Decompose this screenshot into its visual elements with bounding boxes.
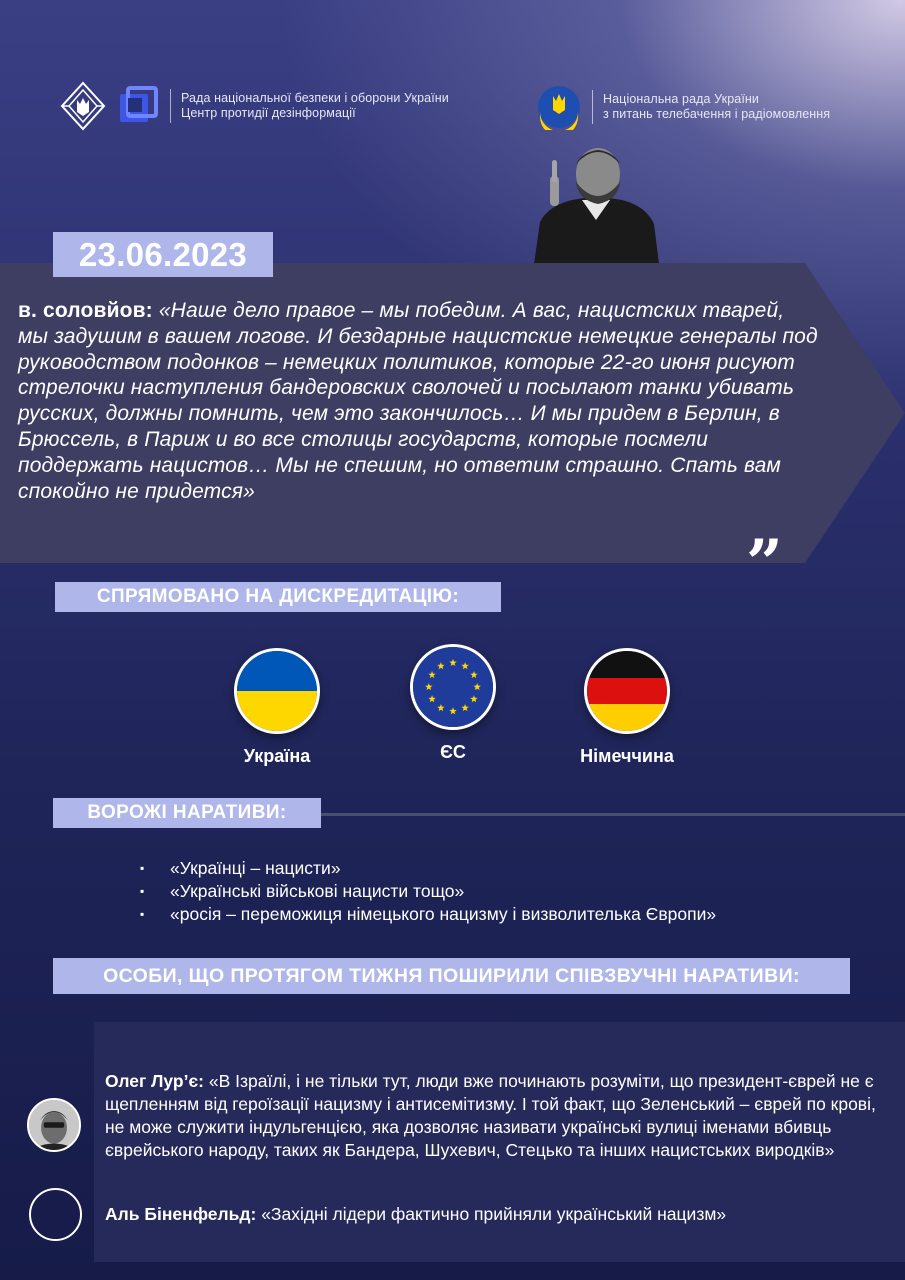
target-label-eu: ЄС <box>440 742 466 762</box>
nsdc-emblem-icon <box>58 81 108 131</box>
narrative-item: ▪ «росія – переможиця німецького нацизму і визволителька Європи» <box>140 903 716 926</box>
ukraine-flag-icon <box>234 648 320 734</box>
person-quote: «Західні лідери фактично прийняли український нацизм» <box>256 1204 727 1224</box>
national-council-caption <box>603 92 830 122</box>
cpd-name: Центр протидії дезінформації <box>181 106 356 120</box>
quote-speaker: в. соловйов: <box>18 299 153 322</box>
target-eu <box>393 644 513 763</box>
person-statement <box>105 1070 900 1162</box>
germany-flag-icon <box>584 648 670 734</box>
target-label-germany: Німеччина <box>580 746 674 766</box>
quote-block <box>18 298 818 504</box>
discredit-heading: СПРЯМОВАНО НА ДИСКРЕДИТАЦІЮ: <box>55 582 501 612</box>
national-council-logo-icon <box>536 84 582 130</box>
target-germany <box>567 648 687 767</box>
nsdc-caption <box>181 91 449 121</box>
target-ukraine <box>217 648 337 767</box>
target-label-ukraine: Україна <box>243 746 311 766</box>
person-statement <box>105 1203 900 1226</box>
person-name: Аль Біненфельд: <box>105 1204 257 1224</box>
national-council-subtitle: з питань телебачення і радіомовлення <box>603 107 831 121</box>
speaker-photo <box>534 142 659 264</box>
closing-quote-mark: ” <box>746 526 783 601</box>
header-divider <box>170 89 171 123</box>
header-divider-right <box>592 90 593 124</box>
narratives-list <box>140 857 716 926</box>
person-quote: «В Ізраїлі, і не тільки тут, люди вже починають розуміти, що президент-єврей не є щепленням від героїзації нацизму і антисемітизму. І той факт, що Зеленський – єврей по крові, не може служити індульгенцією, яка дозволяє називати українські вулиці іменами вбивць єврейського народу, таких як Бандера, Шухевич, Стецько та інших нацистських виродків» <box>105 1071 876 1160</box>
cpd-cube-logo-icon <box>118 86 158 126</box>
eu-flag-icon <box>410 644 496 730</box>
narratives-divider <box>321 813 905 816</box>
person-name: Олег Лур’є: <box>105 1071 204 1091</box>
narratives-heading: ВОРОЖІ НАРАТИВИ: <box>53 798 321 828</box>
narrative-item: ▪ «Українці – нацисти» <box>140 857 716 880</box>
narrative-item: ▪ «Українські військові нацисти тощо» <box>140 880 716 903</box>
header-left <box>58 80 449 132</box>
avatar <box>27 1098 81 1152</box>
avatar-placeholder <box>29 1188 82 1241</box>
quote-body: «Наше дело правое – мы победим. А вас, нацистских тварей, мы задушим в вашем логове. И бездарные нацистские немецкие генералы под руководством подонков – немецких политиков, которые 22-го июня рисуют стрелочки наступления бандеровских сволочей и посылают танки убивать русских, должны помнить, чем это закончилось… И мы придем в Берлин, в Брюссель, в Париж и во все столицы государств, которые посмели поддержать нацистов… Мы не спешим, но ответим страшно. Спать вам спокойно не придется» <box>18 299 818 503</box>
header-right <box>536 82 830 132</box>
persons-heading: ОСОБИ, ЩО ПРОТЯГОМ ТИЖНЯ ПОШИРИЛИ СПІВЗВУЧНІ НАРАТИВИ: <box>53 958 850 994</box>
national-council-name: Національна рада України <box>603 92 759 106</box>
post-date: 23.06.2023 <box>53 232 273 277</box>
nsdc-name: Рада національної безпеки і оборони України <box>181 91 449 105</box>
